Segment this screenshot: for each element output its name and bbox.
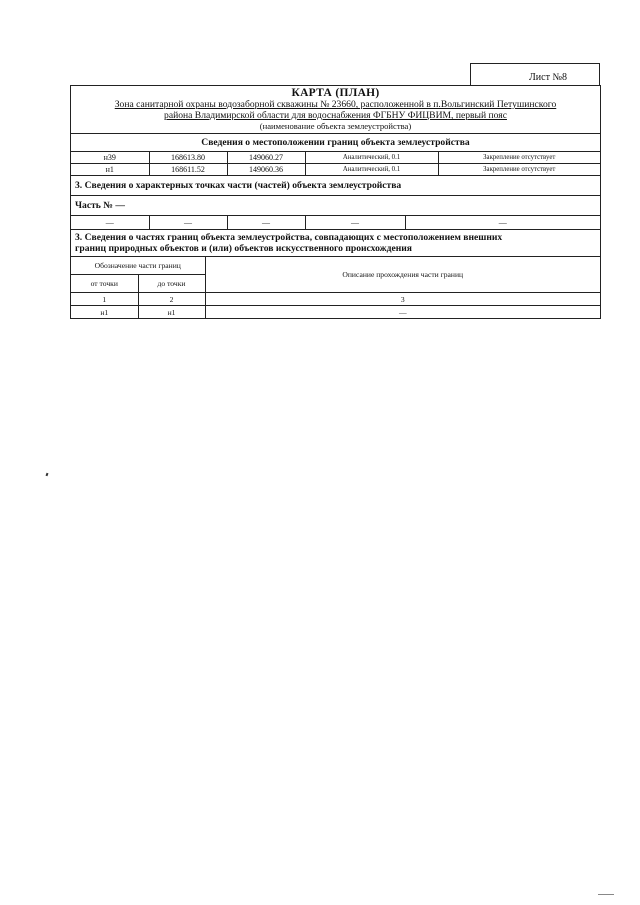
zone-description-line-2: района Владимирской области для водоснабжения ФГБНУ ФИЦВИМ, первый пояс [164, 110, 507, 121]
col-to-header: до точки [138, 275, 205, 293]
fixing: Закрепление отсутствует [438, 152, 600, 164]
boundary-map-document [70, 85, 601, 319]
point-id: н1 [71, 164, 149, 176]
table-row [71, 216, 600, 230]
to-point: н1 [138, 306, 205, 319]
scan-speck [46, 473, 49, 477]
point-id: н39 [71, 152, 149, 164]
col-number-1: 1 [71, 293, 138, 306]
col-from-header: от точки [71, 275, 138, 293]
cell-dash: — [405, 216, 600, 230]
characteristic-points-title: 3. Сведения о характерных точках части (частей) объекта землеустройства [71, 176, 600, 196]
coordinates-table [71, 152, 600, 176]
method: Аналитический, 0.1 [305, 164, 438, 176]
col-number-3: 3 [205, 293, 600, 306]
scan-scratch [598, 894, 614, 895]
boundary-parts-title-line-1: 3. Сведения о частях границ объекта землеустройства, совпадающих с местоположением внешних [75, 232, 503, 243]
method: Аналитический, 0.1 [305, 152, 438, 164]
coord-y: 149060.36 [227, 164, 305, 176]
document-title: КАРТА (ПЛАН) [291, 87, 380, 99]
part-number-label: Часть № — [71, 196, 600, 216]
zone-description-line-1: Зона санитарной охраны водозаборной скважины № 23660, расположенной в п.Вольгинский Петушинского [114, 99, 557, 110]
coord-x: 168611.52 [149, 164, 227, 176]
from-point: н1 [71, 306, 138, 319]
characteristic-points-table [71, 216, 600, 230]
col-description-header: Описание прохождения части границ [205, 257, 600, 293]
boundary-parts-table [71, 257, 600, 318]
table-row [71, 306, 600, 319]
boundary-parts-title [71, 230, 600, 257]
cell-dash: — [305, 216, 405, 230]
table-row [71, 152, 600, 164]
coord-x: 168613.80 [149, 152, 227, 164]
document-header [71, 86, 600, 134]
table-row [71, 164, 600, 176]
location-section-title: Сведения о местоположении границ объекта землеустройства [71, 134, 600, 152]
sheet-number: Лист №8 [529, 72, 567, 83]
sheet-number-box [470, 63, 600, 85]
object-caption: (наименование объекта землеустройства) [259, 121, 412, 131]
description: — [205, 306, 600, 319]
fixing: Закрепление отсутствует [438, 164, 600, 176]
col-group-header: Обозначение части границ [71, 257, 205, 275]
table-row [71, 293, 600, 306]
boundary-parts-title-line-2: границ природных объектов и (или) объектов искусственного происхождения [75, 243, 412, 254]
table-row [71, 257, 600, 275]
cell-dash: — [71, 216, 149, 230]
col-number-2: 2 [138, 293, 205, 306]
cell-dash: — [227, 216, 305, 230]
cell-dash: — [149, 216, 227, 230]
coord-y: 149060.27 [227, 152, 305, 164]
